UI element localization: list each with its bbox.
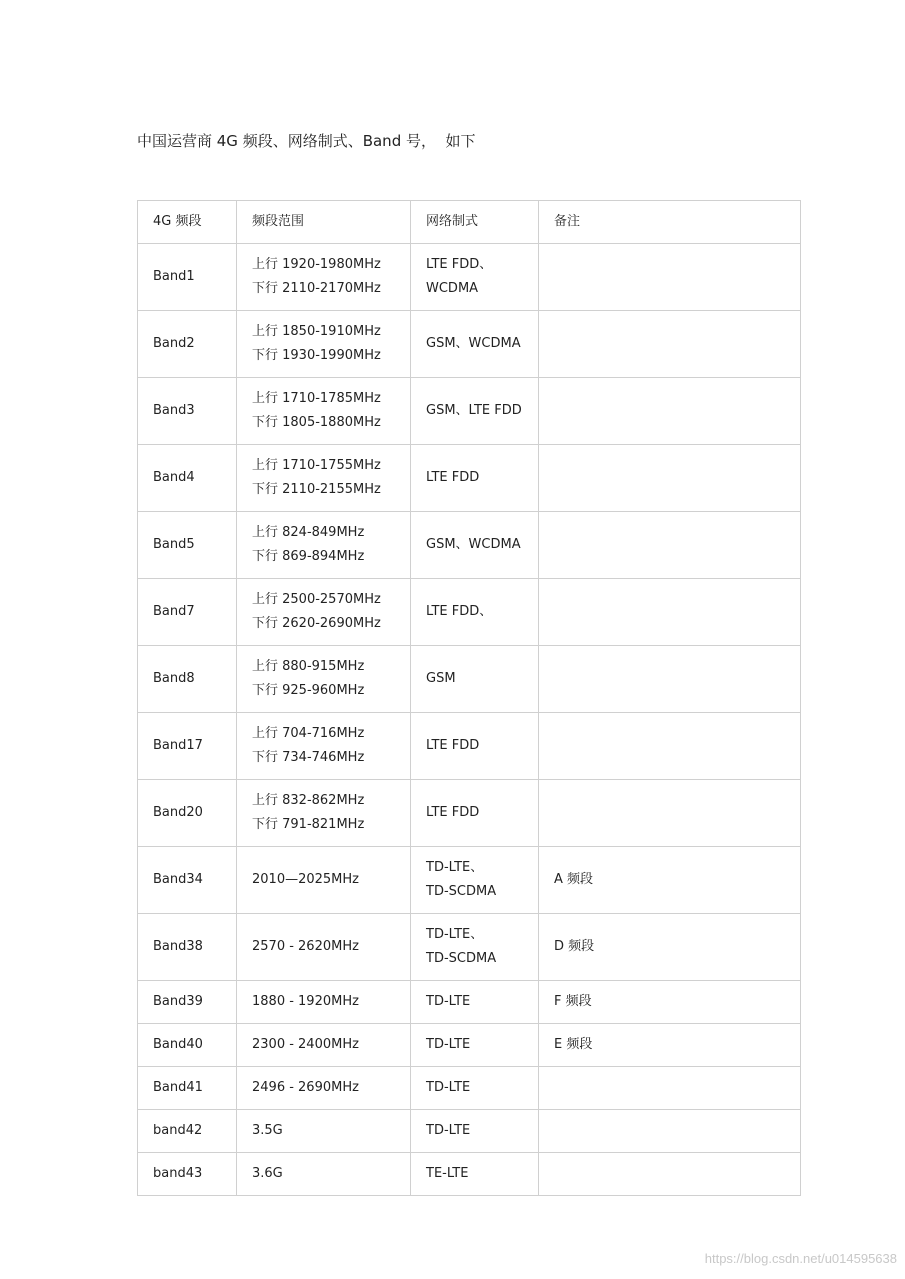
cell-range: 上行 2500-2570MHz 下行 2620-2690MHz (237, 579, 411, 646)
header-band: 4G 频段 (138, 201, 237, 244)
cell-band: Band17 (138, 713, 237, 780)
cell-range: 3.5G (237, 1110, 411, 1153)
cell-note (539, 780, 801, 847)
cell-range: 3.6G (237, 1153, 411, 1196)
page-heading: 中国运营商 4G 频段、网络制式、Band 号， 如下 (137, 132, 476, 150)
cell-range: 上行 880-915MHz 下行 925-960MHz (237, 646, 411, 713)
cell-range: 2010—2025MHz (237, 847, 411, 914)
cell-tech: LTE FDD、 (411, 579, 539, 646)
cell-band: Band40 (138, 1024, 237, 1067)
cell-tech: TD-LTE (411, 1024, 539, 1067)
table-row (138, 1024, 801, 1067)
table-row (138, 847, 801, 914)
cell-band: Band20 (138, 780, 237, 847)
header-tech: 网络制式 (411, 201, 539, 244)
cell-tech: TD-LTE (411, 1110, 539, 1153)
table-row (138, 445, 801, 512)
cell-band: Band8 (138, 646, 237, 713)
cell-band: Band39 (138, 981, 237, 1024)
cell-tech: LTE FDD、 WCDMA (411, 244, 539, 311)
cell-band: Band1 (138, 244, 237, 311)
cell-band: Band2 (138, 311, 237, 378)
table-row (138, 914, 801, 981)
cell-band: band42 (138, 1110, 237, 1153)
cell-note (539, 1110, 801, 1153)
header-range: 频段范围 (237, 201, 411, 244)
table-row (138, 378, 801, 445)
cell-band: Band34 (138, 847, 237, 914)
cell-tech: GSM、LTE FDD (411, 378, 539, 445)
cell-note (539, 512, 801, 579)
table-row (138, 981, 801, 1024)
table-row (138, 646, 801, 713)
table-row (138, 1153, 801, 1196)
cell-tech: LTE FDD (411, 780, 539, 847)
cell-range: 2570 - 2620MHz (237, 914, 411, 981)
cell-range: 上行 1850-1910MHz 下行 1930-1990MHz (237, 311, 411, 378)
cell-note (539, 646, 801, 713)
cell-note: D 频段 (539, 914, 801, 981)
cell-range: 1880 - 1920MHz (237, 981, 411, 1024)
cell-band: Band41 (138, 1067, 237, 1110)
cell-tech: GSM、WCDMA (411, 311, 539, 378)
cell-note (539, 579, 801, 646)
cell-tech: TD-LTE、 TD-SCDMA (411, 914, 539, 981)
cell-band: Band3 (138, 378, 237, 445)
cell-note (539, 244, 801, 311)
table-row (138, 713, 801, 780)
cell-band: Band7 (138, 579, 237, 646)
cell-band: Band38 (138, 914, 237, 981)
cell-range: 2300 - 2400MHz (237, 1024, 411, 1067)
table-row (138, 512, 801, 579)
cell-tech: TE-LTE (411, 1153, 539, 1196)
cell-range: 上行 1710-1755MHz 下行 2110-2155MHz (237, 445, 411, 512)
cell-range: 2496 - 2690MHz (237, 1067, 411, 1110)
band-table (137, 200, 801, 1196)
table-row (138, 311, 801, 378)
cell-note (539, 1153, 801, 1196)
cell-range: 上行 1710-1785MHz 下行 1805-1880MHz (237, 378, 411, 445)
cell-band: Band4 (138, 445, 237, 512)
cell-note (539, 713, 801, 780)
cell-note (539, 378, 801, 445)
cell-range: 上行 832-862MHz 下行 791-821MHz (237, 780, 411, 847)
table-row (138, 780, 801, 847)
watermark-url: https://blog.csdn.net/u014595638 (704, 1251, 897, 1266)
cell-band: band43 (138, 1153, 237, 1196)
cell-note: E 频段 (539, 1024, 801, 1067)
table-row (138, 579, 801, 646)
header-note: 备注 (539, 201, 801, 244)
cell-tech: TD-LTE、 TD-SCDMA (411, 847, 539, 914)
cell-tech: GSM (411, 646, 539, 713)
cell-band: Band5 (138, 512, 237, 579)
cell-note (539, 1067, 801, 1110)
cell-note: F 频段 (539, 981, 801, 1024)
cell-range: 上行 1920-1980MHz 下行 2110-2170MHz (237, 244, 411, 311)
cell-tech: TD-LTE (411, 1067, 539, 1110)
cell-note (539, 445, 801, 512)
cell-tech: TD-LTE (411, 981, 539, 1024)
cell-note (539, 311, 801, 378)
cell-range: 上行 824-849MHz 下行 869-894MHz (237, 512, 411, 579)
cell-tech: GSM、WCDMA (411, 512, 539, 579)
cell-note: A 频段 (539, 847, 801, 914)
table-header-row (138, 201, 801, 244)
cell-tech: LTE FDD (411, 445, 539, 512)
table-row (138, 1067, 801, 1110)
cell-tech: LTE FDD (411, 713, 539, 780)
cell-range: 上行 704-716MHz 下行 734-746MHz (237, 713, 411, 780)
table-row (138, 1110, 801, 1153)
table-row (138, 244, 801, 311)
